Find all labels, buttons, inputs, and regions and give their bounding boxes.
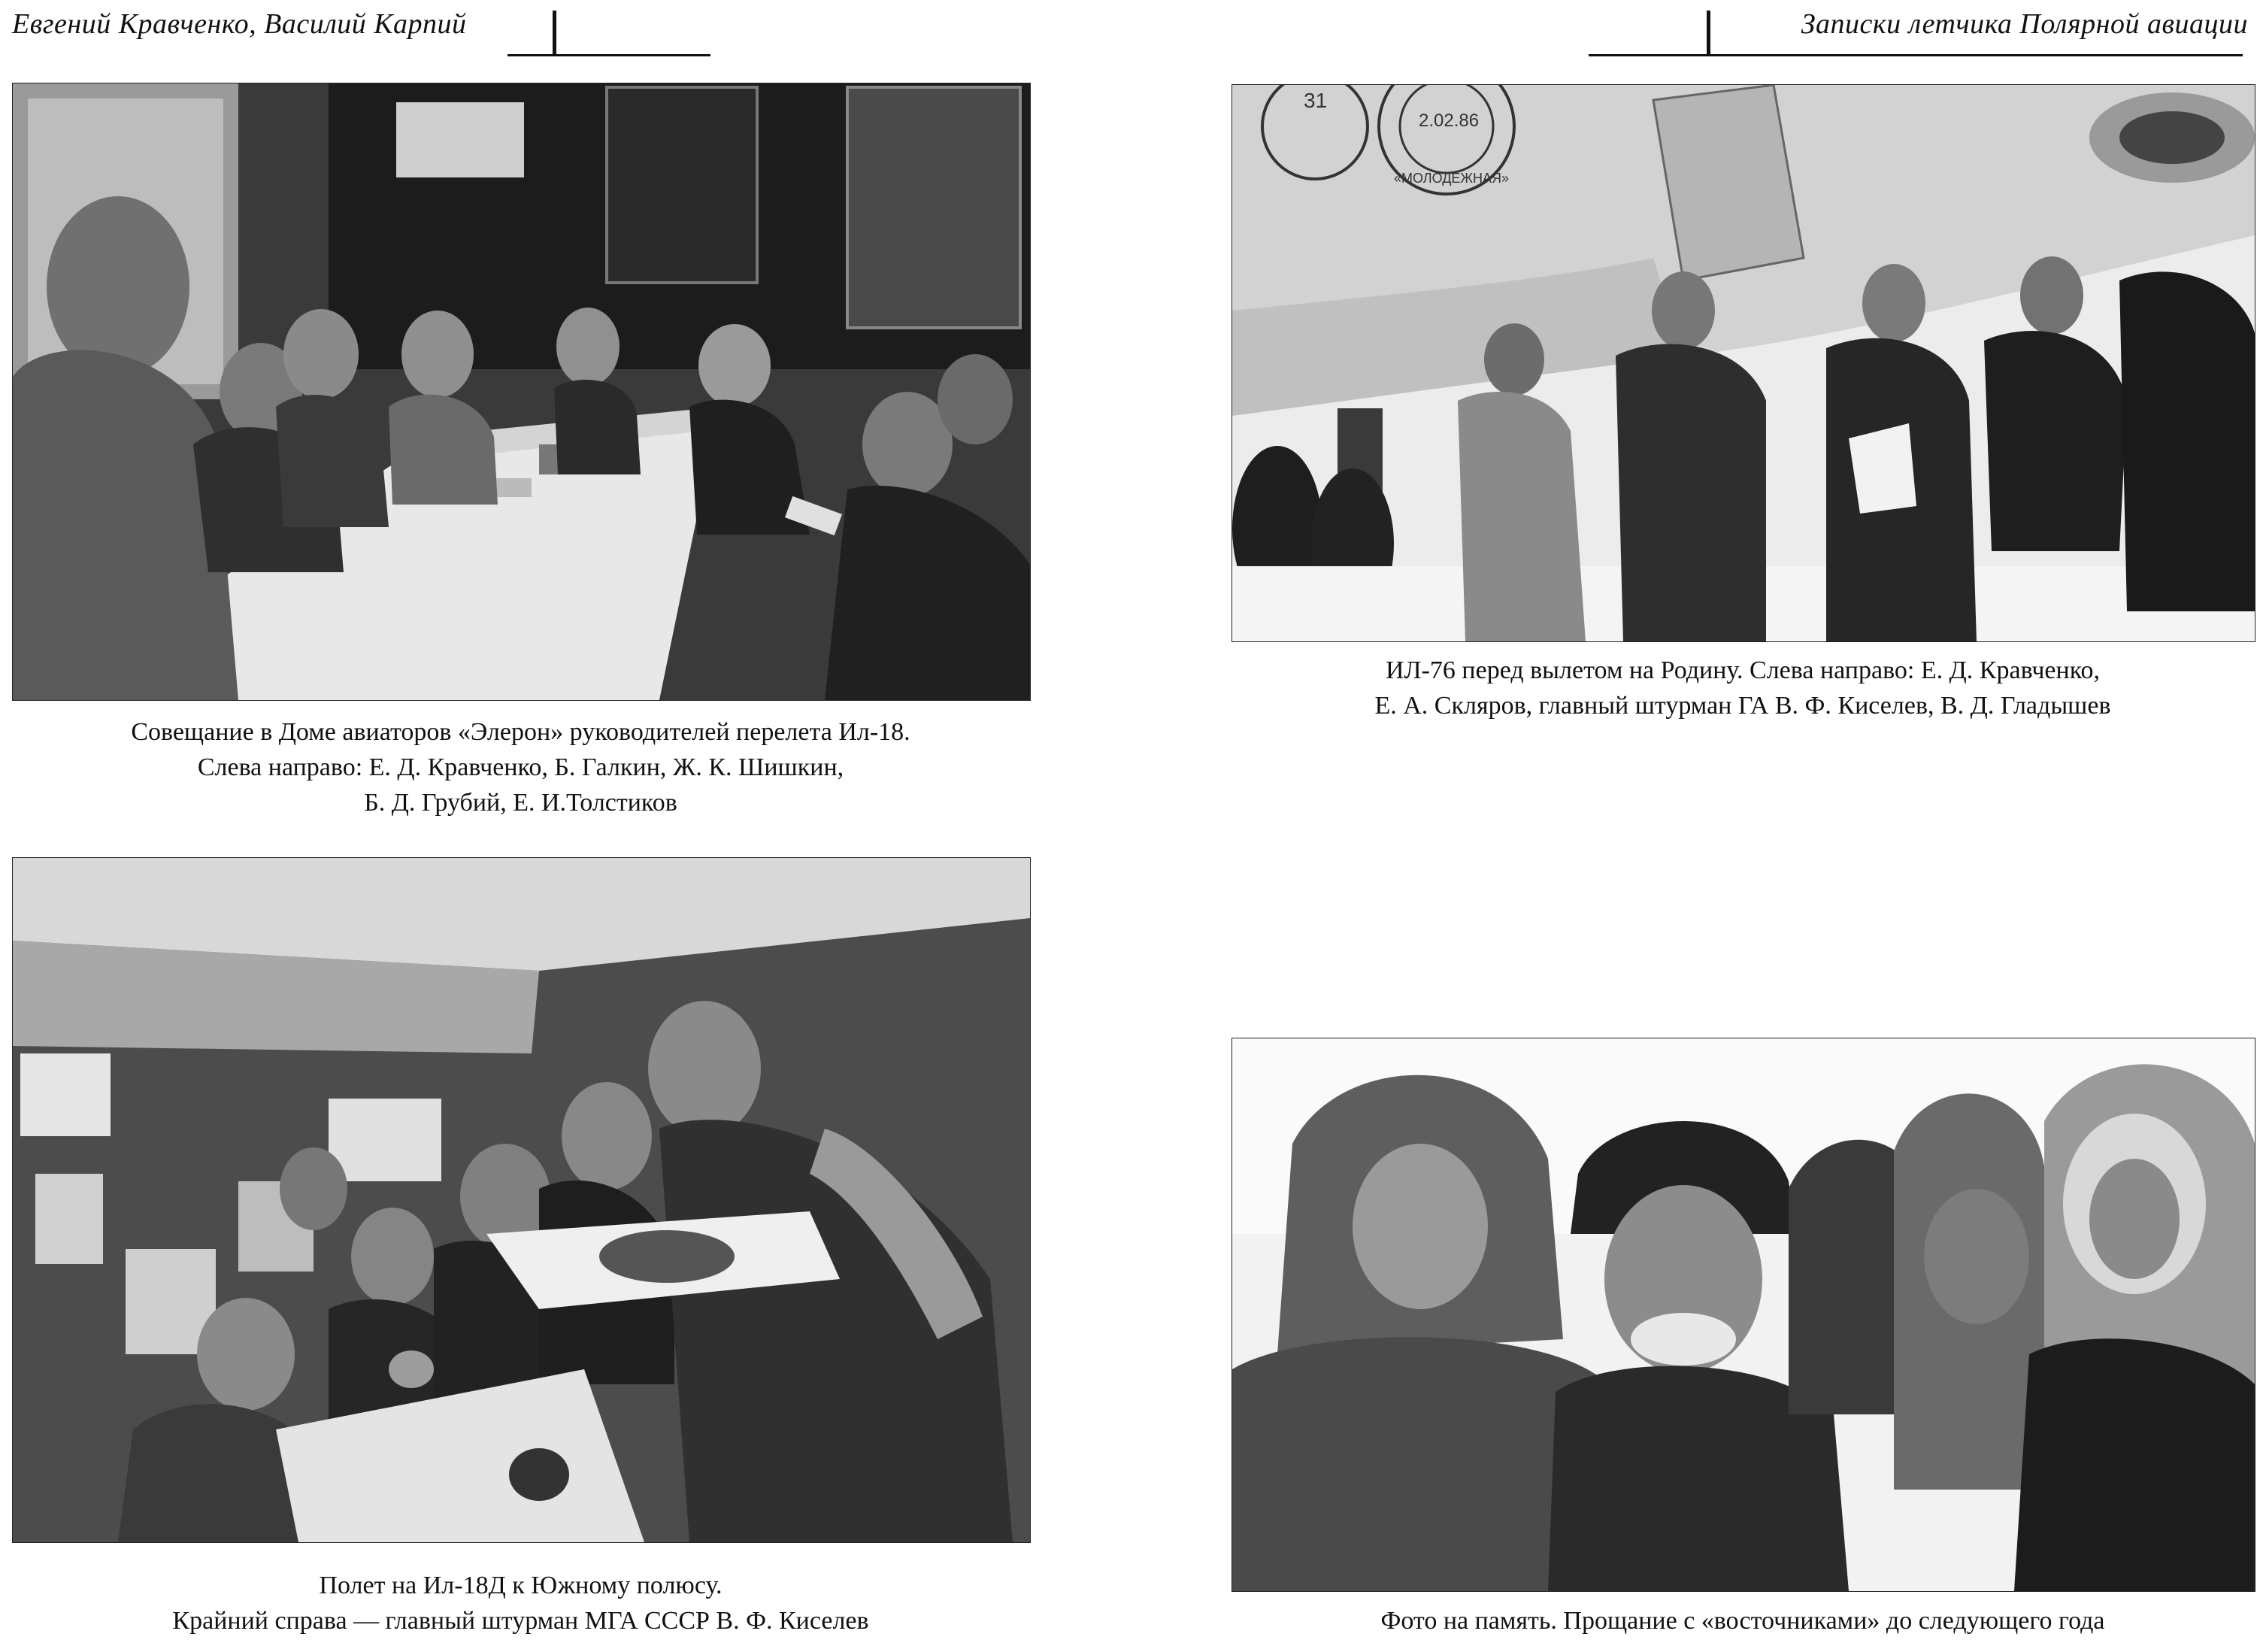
caption-in-flight	[12, 1568, 1029, 1638]
right-page	[1130, 0, 2260, 1652]
photo-in-flight	[12, 857, 1031, 1543]
caption-line: Совещание в Доме авиаторов «Элерон» руководителей перелета Ил-18.	[131, 718, 910, 746]
header-rule-right	[1589, 54, 2243, 56]
running-head-right: Записки летчика Полярной авиации	[1801, 8, 2248, 40]
stamp-number: 31	[1304, 89, 1328, 112]
photo-farewell	[1231, 1038, 2255, 1592]
caption-meeting	[12, 714, 1029, 820]
caption-line: Полет на Ил-18Д к Южному полюсу.	[319, 1572, 723, 1599]
caption-farewell	[1231, 1603, 2254, 1638]
photo-in-flight-image	[13, 858, 1030, 1542]
stamp-date: 2.02.86	[1419, 111, 1480, 131]
photo-il76-image	[1232, 85, 2255, 641]
caption-line: Б. Д. Грубий, Е. И.Толстиков	[364, 789, 677, 817]
photo-meeting-image	[13, 83, 1030, 700]
photo-il76	[1231, 84, 2255, 642]
photo-meeting	[12, 83, 1031, 701]
running-head-left: Евгений Кравченко, Василий Карпий	[12, 8, 467, 40]
caption-line: Крайний справа — главный штурман МГА СССР В. Ф. Киселев	[172, 1607, 869, 1635]
header-tick-right	[1707, 11, 1710, 56]
caption-line: Слева направо: Е. Д. Кравченко, Б. Галкин, Ж. К. Шишкин,	[197, 753, 844, 781]
caption-line: ИЛ-76 перед вылетом на Родину. Слева направо: Е. Д. Кравченко,	[1385, 656, 2101, 684]
caption-il76	[1231, 653, 2254, 723]
caption-line: Е. А. Скляров, главный штурман ГА В. Ф. Киселев, В. Д. Гладышев	[1374, 692, 2111, 720]
caption-line: Фото на память. Прощание с «восточниками» до следующего года	[1380, 1607, 2105, 1635]
header-rule-left	[507, 54, 710, 56]
header-tick-left	[553, 11, 556, 56]
stamp-station: «МОЛОДЕЖНАЯ»	[1394, 171, 1510, 186]
photo-farewell-image	[1232, 1038, 2255, 1591]
